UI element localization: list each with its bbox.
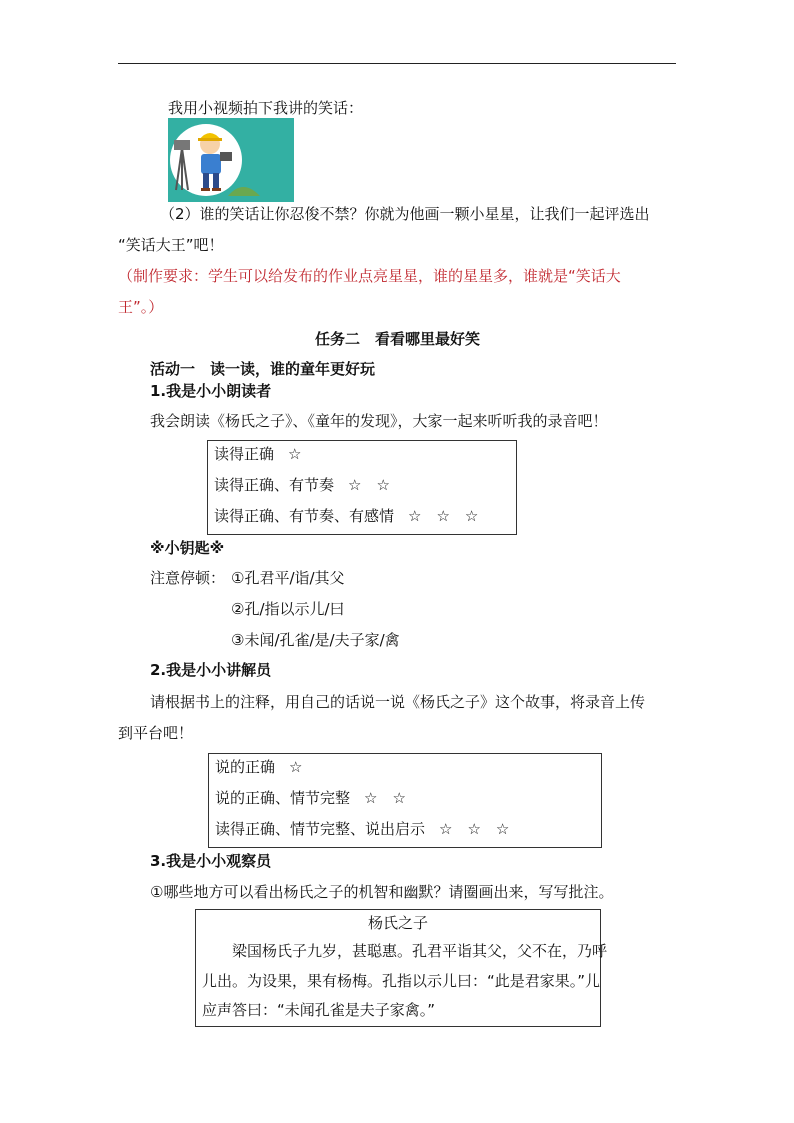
- passage-title: 杨氏之子: [367, 914, 428, 932]
- rubric-row: [214, 474, 390, 495]
- camera-kid-icon: [168, 118, 294, 202]
- section-1-title: 1.我是小小朗读者: [150, 382, 272, 400]
- retelling-rubric-box: [208, 753, 602, 848]
- rubric-criteria: 读得正确: [214, 445, 275, 463]
- section-2-line-1: 请根据书上的注释，用自己的话说一说《杨氏之子》这个故事，将录音上传: [150, 693, 646, 711]
- task-2-title: 任务二 看看哪里最好笑: [315, 330, 481, 348]
- rubric-criteria: 读得正确、有节奏、有感情: [214, 507, 395, 525]
- section-3-title: 3.我是小小观察员: [150, 852, 272, 870]
- requirement-line-2: 王”。）: [118, 298, 164, 316]
- passage-line: 儿出。为设果，果有杨梅。孔指以示儿曰：“此是君家果。”儿: [202, 972, 601, 990]
- passage-line: 梁国杨氏子九岁，甚聪惠。孔君平诣其父，父不在，乃呼: [232, 942, 608, 960]
- pause-item: ②孔/指以示儿/曰: [231, 600, 345, 618]
- pause-label: 注意停顿：: [150, 569, 226, 587]
- activity-1-title: 活动一 读一读，谁的童年更好玩: [150, 360, 376, 378]
- section-2-line-2: 到平台吧！: [118, 724, 194, 742]
- rubric-criteria: 读得正确、情节完整、说出启示: [215, 820, 426, 838]
- rubric-criteria: 说的正确、情节完整: [215, 789, 351, 807]
- star-rating: ☆ ☆ ☆: [408, 507, 479, 525]
- section-3-question-1: ①哪些地方可以看出杨氏之子的机智和幽默？请圈画出来，写写批注。: [150, 883, 614, 901]
- kid-photographer-illustration: [168, 118, 294, 202]
- star-rating: ☆ ☆: [364, 789, 406, 807]
- passage-line: 应声答曰：“未闻孔雀是夫子家禽。”: [202, 1001, 436, 1019]
- question-2-line-1: （2）谁的笑话让你忍俊不禁？你就为他画一颗小星星，让我们一起评选出: [160, 205, 650, 223]
- rubric-row: [214, 443, 301, 464]
- section-2-title: 2.我是小小讲解员: [150, 661, 272, 679]
- header-rule: [118, 63, 676, 64]
- reading-rubric-box: [207, 440, 517, 535]
- passage-box: [195, 909, 608, 1027]
- rubric-row: [214, 505, 478, 526]
- star-rating: ☆: [288, 445, 302, 463]
- rubric-criteria: 读得正确、有节奏: [214, 476, 335, 494]
- requirement-line-1: （制作要求：学生可以给发布的作业点亮星星，谁的星星多，谁就是“笑话大: [118, 267, 621, 285]
- key-tip-title: ※小钥匙※: [150, 539, 225, 557]
- section-1-intro: 我会朗读《杨氏之子》、《童年的发现》，大家一起来听听我的录音吧！: [150, 412, 608, 430]
- rubric-row: [215, 756, 302, 777]
- video-caption: 我用小视频拍下我讲的笑话：: [168, 99, 364, 117]
- rubric-row: [215, 818, 509, 839]
- star-rating: ☆: [289, 758, 303, 776]
- rubric-row: [215, 787, 406, 808]
- pause-item: ③未闻/孔雀/是/夫子家/禽: [231, 631, 400, 649]
- question-2-line-2: “笑话大王”吧！: [118, 236, 224, 254]
- pause-item: ①孔君平/诣/其父: [231, 569, 345, 587]
- star-rating: ☆ ☆: [348, 476, 390, 494]
- rubric-criteria: 说的正确: [215, 758, 276, 776]
- star-rating: ☆ ☆ ☆: [439, 820, 510, 838]
